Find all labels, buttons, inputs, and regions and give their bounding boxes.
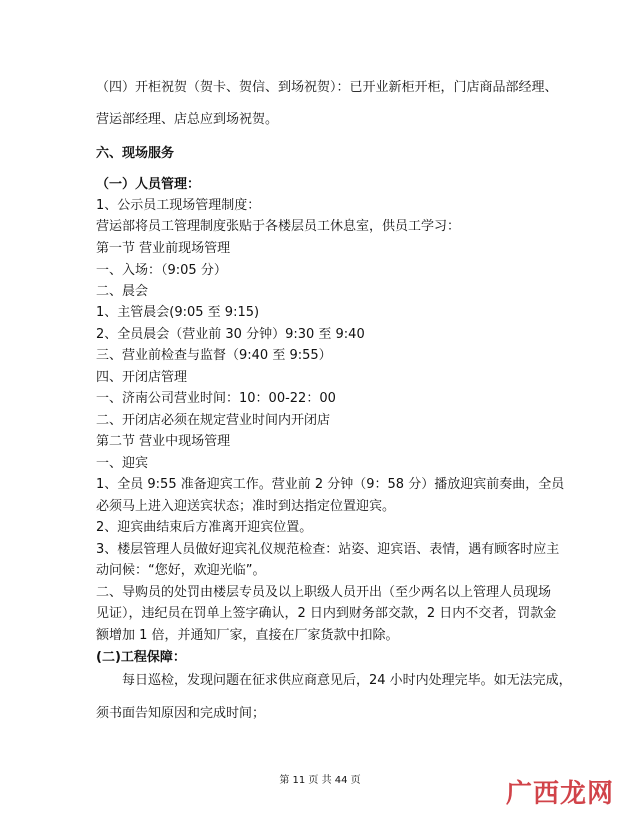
paragraph-line: 二、开闭店必须在规定营业时间内开闭店 [96, 413, 331, 428]
paragraph-line: 须书面告知原因和完成时间； [96, 706, 266, 721]
page-number-footer: 第 11 页 共 44 页 [279, 775, 361, 786]
paragraph-line: 2、全员晨会（营业前 30 分钟）9:30 至 9:40 [96, 327, 365, 342]
paragraph-line: 营运部经理、店总应到场祝贺。 [96, 112, 279, 127]
paragraph-line: 四、开闭店管理 [96, 370, 188, 385]
paragraph-line: 二、晨会 [96, 284, 149, 299]
paragraph-line: （四）开柜祝贺（贺卡、贺信、到场祝贺）：已开业新柜开柜，门店商品部经理、 [96, 80, 558, 95]
paragraph-line: 一、迎宾 [96, 456, 149, 471]
subsection-heading: (二)工程保障： [96, 650, 186, 665]
paragraph-line: 一、济南公司营业时间：10：00-22：00 [96, 391, 336, 406]
watermark-logo: 广西龙网 [505, 779, 614, 809]
paragraph-line: 营运部将员工管理制度张贴于各楼层员工休息室，供员工学习： [96, 219, 461, 234]
paragraph-line: 必须马上进入迎送宾状态；准时到达指定位置迎宾。 [96, 499, 396, 514]
paragraph-line: 动问候：“您好，欢迎光临”。 [96, 563, 266, 578]
paragraph-line: 二、导购员的处罚由楼层专员及以上职级人员开出（至少两名以上管理人员现场 [96, 585, 552, 600]
paragraph-line: 1、公示员工现场管理制度： [96, 198, 261, 213]
paragraph-line: 1、主管晨会(9:05 至 9:15) [96, 305, 260, 320]
paragraph-line: 第二节 营业中现场管理 [96, 434, 231, 449]
paragraph-line: 2、迎宾曲结束后方准离开迎宾位置。 [96, 520, 313, 535]
paragraph-line: 额增加 1 倍，并通知厂家，直接在厂家货款中扣除。 [96, 628, 399, 643]
paragraph-line: 见证），违纪员在罚单上签字确认，2 日内到财务部交款，2 日内不交者，罚款金 [96, 606, 557, 621]
section-heading: 六、现场服务 [96, 146, 175, 161]
paragraph-line: 每日巡检，发现问题在征求供应商意见后，24 小时内处理完毕。如无法完成， [122, 673, 572, 688]
paragraph-line: 第一节 营业前现场管理 [96, 241, 231, 256]
paragraph-line: 一、入场：（9:05 分） [96, 263, 227, 278]
paragraph-line: 1、全员 9:55 准备迎宾工作。营业前 2 分钟（9：58 分）播放迎宾前奏曲，全员 [96, 477, 565, 492]
subsection-heading: （一）人员管理： [96, 177, 201, 192]
paragraph-line: 3、楼层管理人员做好迎宾礼仪规范检查：站姿、迎宾语、表情，遇有顾客时应主 [96, 542, 560, 557]
paragraph-line: 三、营业前检查与监督（9:40 至 9:55） [96, 348, 332, 363]
